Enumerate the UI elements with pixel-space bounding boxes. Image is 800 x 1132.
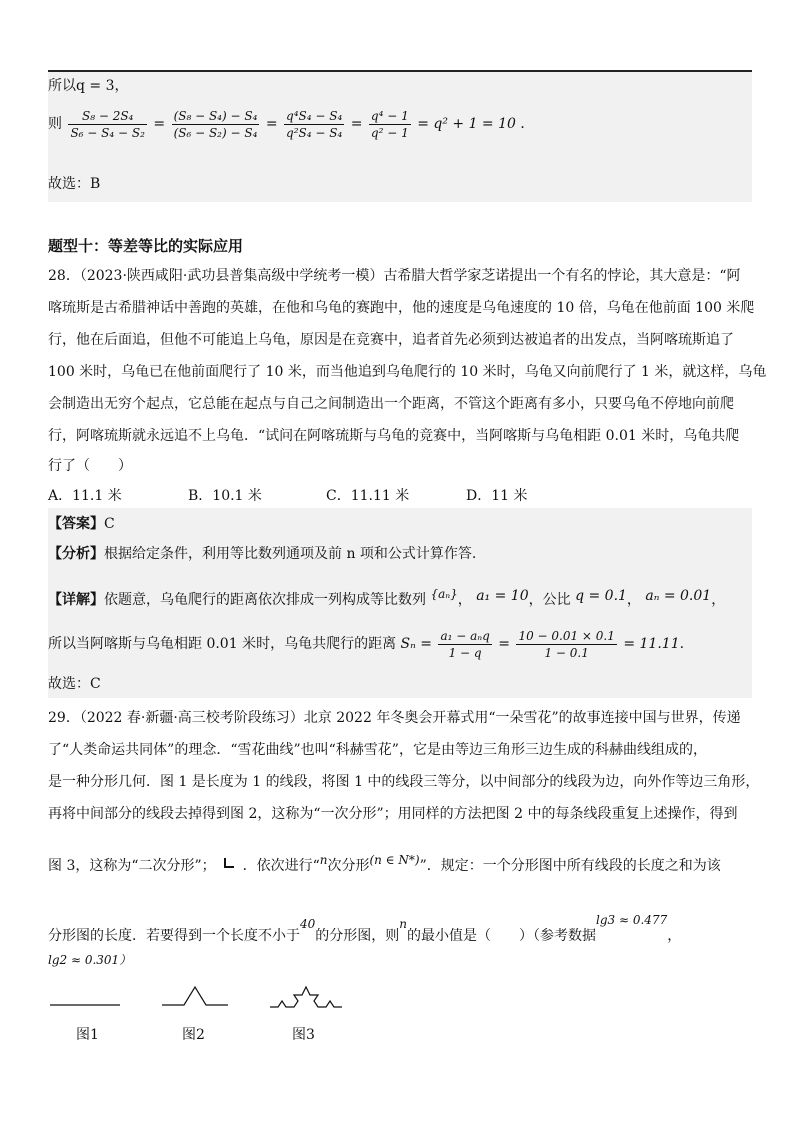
q29-line: 了“人类命运共同体”的理念．“雪花曲线”也叫“科赫雪花”，它是由等边三角形三边生成的科赫曲线组成的，	[48, 742, 707, 758]
q29-line5	[48, 850, 721, 876]
figure-2-label: 图2	[182, 1027, 205, 1043]
q28-choice	[48, 674, 101, 694]
q28-line: 行，阿喀琉斯就永远追不上乌龟．“试问在阿喀琉斯与乌龟的竞赛中，当阿喀斯与乌龟相距 0.01 米时，乌龟共爬	[48, 428, 740, 444]
q28-line: 喀琉斯是古希腊神话中善跑的英雄，在他和乌龟的赛跑中，他的速度是乌龟速度的 10 倍，乌龟在他前面 100 米爬	[48, 300, 755, 316]
q28-line: 行，他在后面追，但他不可能追上乌龟，原因是在竞赛中，追者首先必须到达被追者的出发点，当阿喀琉斯追了	[48, 332, 734, 348]
frac-3	[284, 108, 344, 141]
figure-3-label: 图3	[292, 1027, 315, 1043]
frac-3-num: q⁴S₄ − S₄	[286, 108, 343, 123]
answer-label: 【答案】	[48, 516, 104, 532]
q28-option-a: A．11.1 米	[48, 488, 122, 504]
n-condition: (n ∈ N*)	[369, 853, 420, 867]
lg2-value: lg2 ≈ 0.301）	[48, 953, 132, 967]
q28-option-b: B．10.1 米	[188, 488, 262, 504]
figure-1	[48, 985, 122, 1009]
sum-frac-1-num: a₁ − aₙq	[440, 628, 490, 643]
prev-solution-equation: 则 $\frac{\text{S₈ − 2S₄}}{\text{S₆ − S₄ − S₂}}$ = $\frac{\text{(S₈ − S₄) − S₄}}{\text{(S₆ − S₂) − S₄}}$ = $\frac{\text{q⁴S₄ − S₄}}{\text{q²S₄ − S₄}}$ = $\frac{\text{q⁴ − 1}}{\text{q² − 1}}$ = q² + 1 = 10 ．	[48, 108, 535, 140]
sum-frac-1	[438, 628, 491, 661]
q28-line: 28．（2023·陕西咸阳·武功县普集高级中学统考一模）古希腊大哲学家芝诺提出一个有名的悖论，其大意是：“阿	[48, 268, 741, 284]
q29-line6-comma: ，	[667, 928, 682, 944]
answer-value: C	[104, 516, 115, 532]
q28-detail: 【详解】依题意，乌龟爬行的距离依次排成一列构成等比数列 {aₙ}， a₁ = 10，公比 q = 0.1， aₙ = 0.01，	[48, 587, 726, 608]
prev-end: ．	[520, 116, 535, 132]
length-40: 40	[300, 917, 316, 931]
ellipsis-mark	[224, 858, 234, 868]
q29-line5-c: 次分形	[327, 858, 370, 874]
ratio-label: ，公比	[528, 592, 571, 608]
first-term: a₁ = 10	[476, 588, 529, 604]
sum-prefix: 所以当阿喀斯与乌龟相距 0.01 米时，乌龟共爬行的距离	[48, 636, 397, 652]
prev-choice-text: 故选：B	[48, 176, 101, 192]
frac-2-num: (S₈ − S₄) − S₄	[173, 108, 258, 123]
sum-frac-2-num: 10 − 0.01 × 0.1	[518, 628, 615, 643]
q29-line: 再将中间部分的线段去掉得到图 2，这称为“一次分形”；用同样的方法把图 2 中的每条线段重复上述操作，得到	[48, 806, 738, 822]
figure-2	[160, 985, 230, 1009]
prev-result: = q² + 1 = 10	[417, 116, 516, 132]
q29-line6-c: 的最小值是（ ）（参考数据	[407, 928, 597, 944]
detail-label: 【详解】	[48, 592, 104, 608]
last-term: aₙ = 0.01	[645, 588, 712, 604]
q28-line: 行了（ ）	[48, 458, 132, 474]
frac-4-num: q⁴ − 1	[370, 108, 409, 123]
q29-line5-a: 图 3，这称为“二次分形”；	[48, 858, 216, 874]
q28-sum: 所以当阿喀斯与乌龟相距 0.01 米时，乌龟共爬行的距离 Sₙ = $\frac{\text{a₁ − aₙq}}{1 - q}$ = $\frac{10 - 0.01 \times 0.1}{1 - 0.1}$ = 11.11.	[48, 628, 685, 660]
frac-2	[172, 108, 260, 141]
sum-result: = 11.11	[623, 636, 680, 652]
q29-line: 是一种分形几何．图 1 是长度为 1 的线段，将图 1 中的线段三等分，以中间部分的线段为边，向外作等边三角形，	[48, 774, 760, 790]
q29-line6-b: 的分形图，则	[315, 928, 400, 944]
prev-choice	[48, 174, 100, 194]
prev-solution-line1	[48, 76, 129, 96]
prev-solution-text: 所以q = 3，	[48, 78, 129, 94]
n-symbol: n	[319, 853, 328, 867]
figure-3	[268, 985, 344, 1011]
q28-analysis	[48, 544, 476, 564]
q29-line6	[48, 910, 681, 946]
sum-frac-2	[516, 628, 616, 661]
frac-2-den: (S₆ − S₂) − S₄	[173, 125, 258, 140]
analysis-label: 【分析】	[48, 546, 104, 562]
q29-line7	[48, 950, 131, 970]
ratio-value: q = 0.1	[575, 588, 627, 604]
prev-ze-label: 则	[48, 116, 62, 132]
sum-frac-2-den: 1 − 0.1	[544, 645, 589, 660]
sequence-symbol: {aₙ}	[430, 587, 458, 601]
q28-choice-text: 故选：C	[48, 676, 101, 692]
frac-3-den: q²S₄ − S₄	[286, 125, 343, 140]
sum-lhs: Sₙ =	[400, 636, 432, 652]
lg3-value: lg3 ≈ 0.477	[596, 913, 668, 927]
frac-1	[68, 108, 146, 141]
frac-1-den: S₆ − S₄ − S₂	[70, 125, 145, 140]
q28-option-c: C．11.11 米	[326, 488, 410, 504]
sum-frac-1-den: 1 − q	[448, 645, 482, 660]
frac-4-den: q² − 1	[370, 125, 409, 140]
n-symbol-2: n	[399, 917, 408, 931]
section-title: 题型十：等差等比的实际应用	[48, 237, 244, 255]
q28-line: 会制造出无穷个起点，它总能在起点与自己之间制造出一个距离，不管这个距离有多小，只要乌龟不停地向前爬	[48, 396, 734, 412]
q29-line6-a: 分形图的长度．若要得到一个长度不小于	[48, 928, 300, 944]
q29-line5-b: ．依次进行“	[242, 858, 320, 874]
q28-line: 100 米时，乌龟已在他前面爬行了 10 米，而当他追到乌龟爬行的 10 米时，乌龟又向前爬行了 1 米，就这样，乌龟	[48, 364, 767, 380]
q28-option-d: D．11 米	[466, 488, 528, 504]
detail-text: 依题意，乌龟爬行的距离依次排成一列构成等比数列	[104, 592, 426, 608]
q29-line: 29．（2022 春·新疆·高三校考阶段练习）北京 2022 年冬奥会开幕式用“一朵雪花”的故事连接中国与世界，传递	[48, 710, 741, 726]
analysis-text: 根据给定条件，利用等比数列通项及前 n 项和公式计算作答.	[104, 546, 477, 562]
frac-1-num: S₈ − 2S₄	[68, 108, 146, 125]
figure-1-label: 图1	[76, 1027, 99, 1043]
q28-answer	[48, 514, 115, 534]
frac-4	[369, 108, 411, 141]
q29-line5-d: ”．规定：一个分形图中所有线段的长度之和为该	[419, 858, 721, 874]
